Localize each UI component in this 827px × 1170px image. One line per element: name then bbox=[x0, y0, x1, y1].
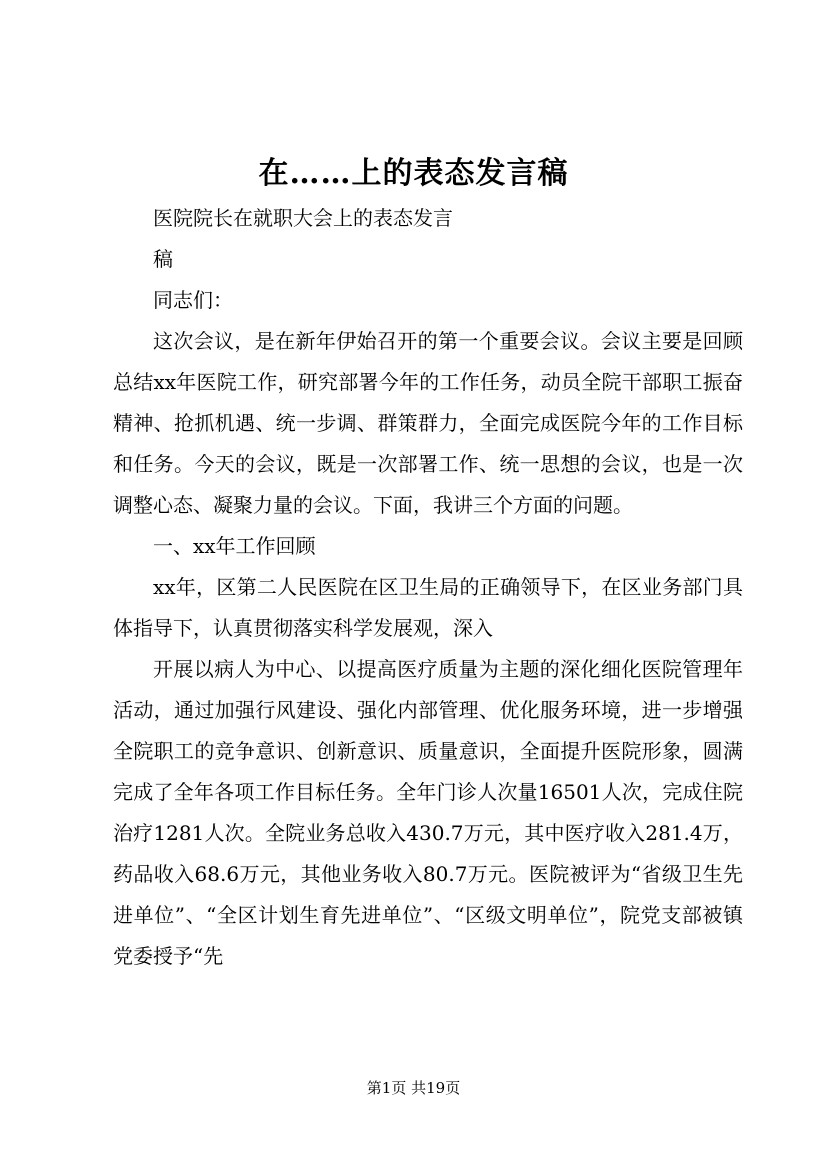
page-footer: 第1页 共19页 bbox=[366, 1079, 461, 1097]
paragraph-review-1: xx年，区第二人民医院在区卫生局的正确领导下，在区业务部门具体指导下，认真贯彻落实科学发展观，深入 bbox=[113, 575, 743, 640]
paragraph-heading-line1: 医院院长在就职大会上的表态发言 bbox=[153, 206, 453, 230]
paragraph-salutation: 同志们： bbox=[153, 288, 233, 312]
paragraph-section-heading: 一、xx年工作回顾 bbox=[153, 534, 316, 558]
paragraph-intro: 这次会议，是在新年伊始召开的第一个重要会议。会议主要是回顾总结xx年医院工作，研究部署今年的工作任务，动员全院干部职工振奋精神、抢抓机遇、统一步调、群策群力，全面完成医院今年的工作目标和任务。今天的会议，既是一次部署工作、统一思想的会议，也是一次调整心态、凝聚力量的会议。下面，我讲三个方面的问题。 bbox=[113, 329, 743, 517]
paragraph-heading-line2: 稿 bbox=[153, 247, 173, 271]
paragraph-review-2: 开展以病人为中心、以提高医疗质量为主题的深化细化医院管理年活动，通过加强行风建设、强化内部管理、优化服务环境，进一步增强全院职工的竞争意识、创新意识、质量意识，全面提升医院形象，圆满完成了全年各项工作目标任务。全年门诊人次量16501人次，完成住院治疗1281人次。全院业务总收入430.7万元，其中医疗收入281.4万，药品收入68.6万元，其他业务收入80.7万元。医院被评为“省级卫生先进单位”、“全区计划生育先进单位”、“区级文明单位”，院党支部被镇党委授予“先 bbox=[113, 657, 743, 968]
document-body bbox=[113, 198, 743, 977]
document-title: 在……上的表态发言稿 bbox=[258, 156, 569, 191]
